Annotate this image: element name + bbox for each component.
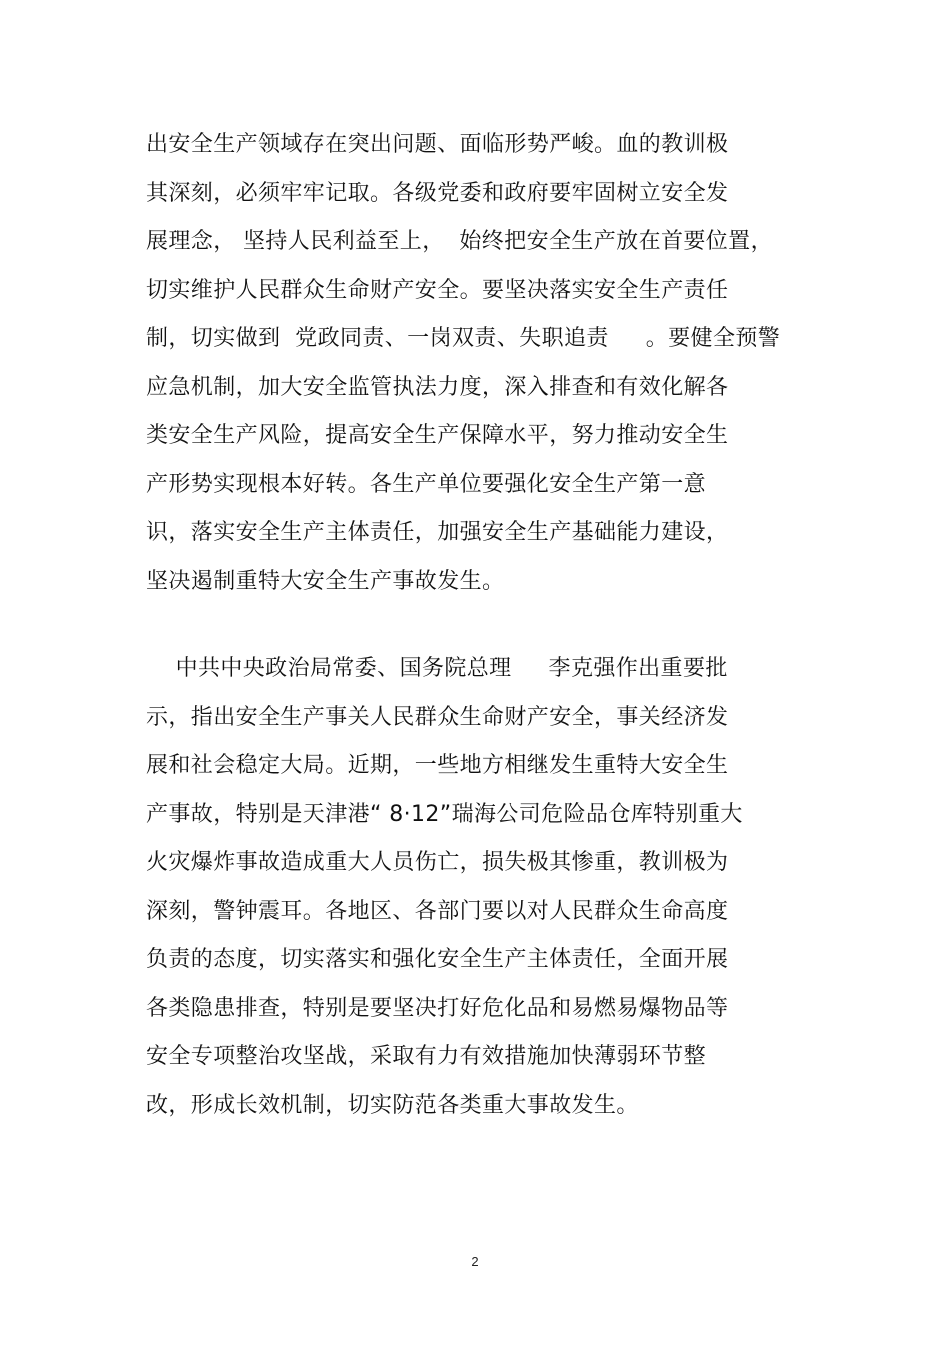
text-line: 应急机制，加大安全监管执法力度，深入排查和有效化解各 (146, 374, 729, 400)
text-line: 示，指出安全生产事关人民群众生命财产安全，事关经济发 (146, 704, 729, 730)
text-line: 坚决遏制重特大安全生产事故发生。 (146, 568, 505, 594)
text-line: 各类隐患排查，特别是要坚决打好危化品和易燃易爆物品等 (146, 995, 729, 1021)
text-line: 产事故，特别是天津港“ 8·12”瑞海公司危险品仓库特别重大 (146, 801, 743, 827)
text-line: 切实维护人民群众生命财产安全。要坚决落实安全生产责任 (146, 277, 729, 303)
text-line: 负责的态度，切实落实和强化安全生产主体责任，全面开展 (146, 947, 729, 972)
text-line: 制，切实做到 党政同责、一岗双责、失职追责 。要健全预警 (146, 326, 781, 351)
text-line: 展理念， 坚持人民利益至上， 始终把安全生产放在首要位置， (146, 229, 773, 254)
text-line: 展和社会稳定大局。近期，一些地方相继发生重特大安全生 (146, 753, 729, 778)
text-line: 中共中央政治局常委、国务院总理 李克强作出重要批 (146, 656, 728, 681)
text-line: 其深刻，必须牢牢记取。各级党委和政府要牢固树立安全发 (146, 180, 729, 206)
page-number: 2 (471, 1254, 479, 1269)
text-line: 出安全生产领域存在突出问题、面临形势严峻。血的教训极 (146, 132, 729, 157)
text-line: 识，落实安全生产主体责任，加强安全生产基础能力建设， (146, 520, 729, 545)
text-line: 深刻，警钟震耳。各地区、各部门要以对人民群众生命高度 (146, 898, 729, 924)
text-line: 火灾爆炸事故造成重大人员伤亡，损失极其惨重，教训极为 (146, 850, 729, 875)
text-line: 改，形成长效机制，切实防范各类重大事故发生。 (146, 1092, 639, 1118)
text-line: 产形势实现根本好转。各生产单位要强化安全生产第一意 (146, 471, 707, 497)
text-line: 安全专项整治攻坚战，采取有力有效措施加快薄弱环节整 (146, 1044, 707, 1069)
text-line: 类安全生产风险，提高安全生产保障水平，努力推动安全生 (146, 423, 729, 448)
